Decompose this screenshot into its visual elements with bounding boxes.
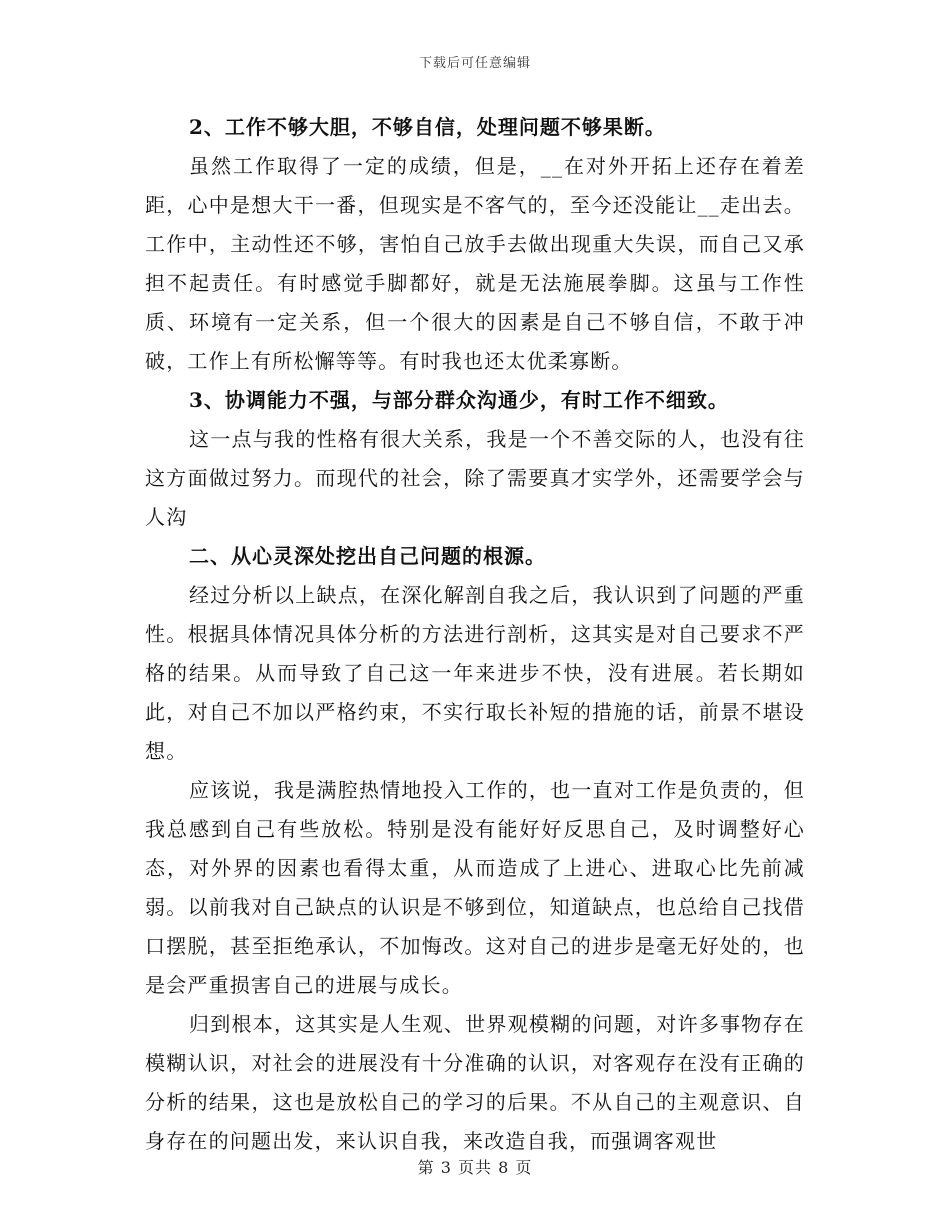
page-header: 下载后可任意编辑 [418,56,531,71]
page-number: 第 3 页共 8 页 [417,1158,533,1177]
document-body [145,108,805,1161]
heading-item-3: 3、协调能力不强，与部分群众沟通少，有时工作不细致。 [189,388,729,412]
paragraph-worldview: 归到根本，这其实是人生观、世界观模糊的问题，对许多事物存在模糊认识，对社会的进展没有十分准确的认识，对客观存在没有正确的分析的结果，这也是放松自己的学习的后果。不从自己的主观意识、自身存在的问题出发，来认识自我，来改造自我，而强调客观世 [145,1012,805,1153]
paragraph-confidence: 虽然工作取得了一定的成绩，但是，__在对外开拓上还存在着差距，心中是想大干一番，但现实是不客气的，至今还没能让__走出去。工作中，主动性还不够，害怕自己放手去做出现重大失误，而自己又承担不起责任。有时感觉手脚都好，就是无法施展拳脚。这虽与工作性质、环境有一定关系，但一个很大的因素是自己不够自信，不敢于冲破，工作上有所松懈等等。有时我也还太优柔寡断。 [145,154,805,373]
section-heading-root-causes: 二、从心灵深处挖出自己问题的根源。 [189,544,546,568]
heading-item-2: 2、工作不够大胆，不够自信，处理问题不够果断。 [189,115,666,139]
paragraph-communication: 这一点与我的性格有很大关系，我是一个不善交际的人，也没有往这方面做过努力。而现代的社会，除了需要真才实学外，还需要学会与人沟 [145,427,805,529]
paragraph-analysis: 经过分析以上缺点，在深化解剖自我之后，我认识到了问题的严重性。根据具体情况具体分析的方法进行剖析，这其实是对自己要求不严格的结果。从而导致了自己这一年来进步不快，没有进展。若长期如此，对自己不加以严格约束，不实行取长补短的措施的话，前景不堪设想。 [145,583,805,763]
paragraph-self-reflection: 应该说，我是满腔热情地投入工作的，也一直对工作是负责的，但我总感到自己有些放松。特别是没有能好好反思自己，及时调整好心态，对外界的因素也看得太重，从而造成了上进心、进取心比先前减弱。以前我对自己缺点的认识是不够到位，知道缺点，也总给自己找借口摆脱，甚至拒绝承认，不加悔改。这对自己的进步是毫无好处的，也是会严重损害自己的进展与成长。 [145,778,805,997]
